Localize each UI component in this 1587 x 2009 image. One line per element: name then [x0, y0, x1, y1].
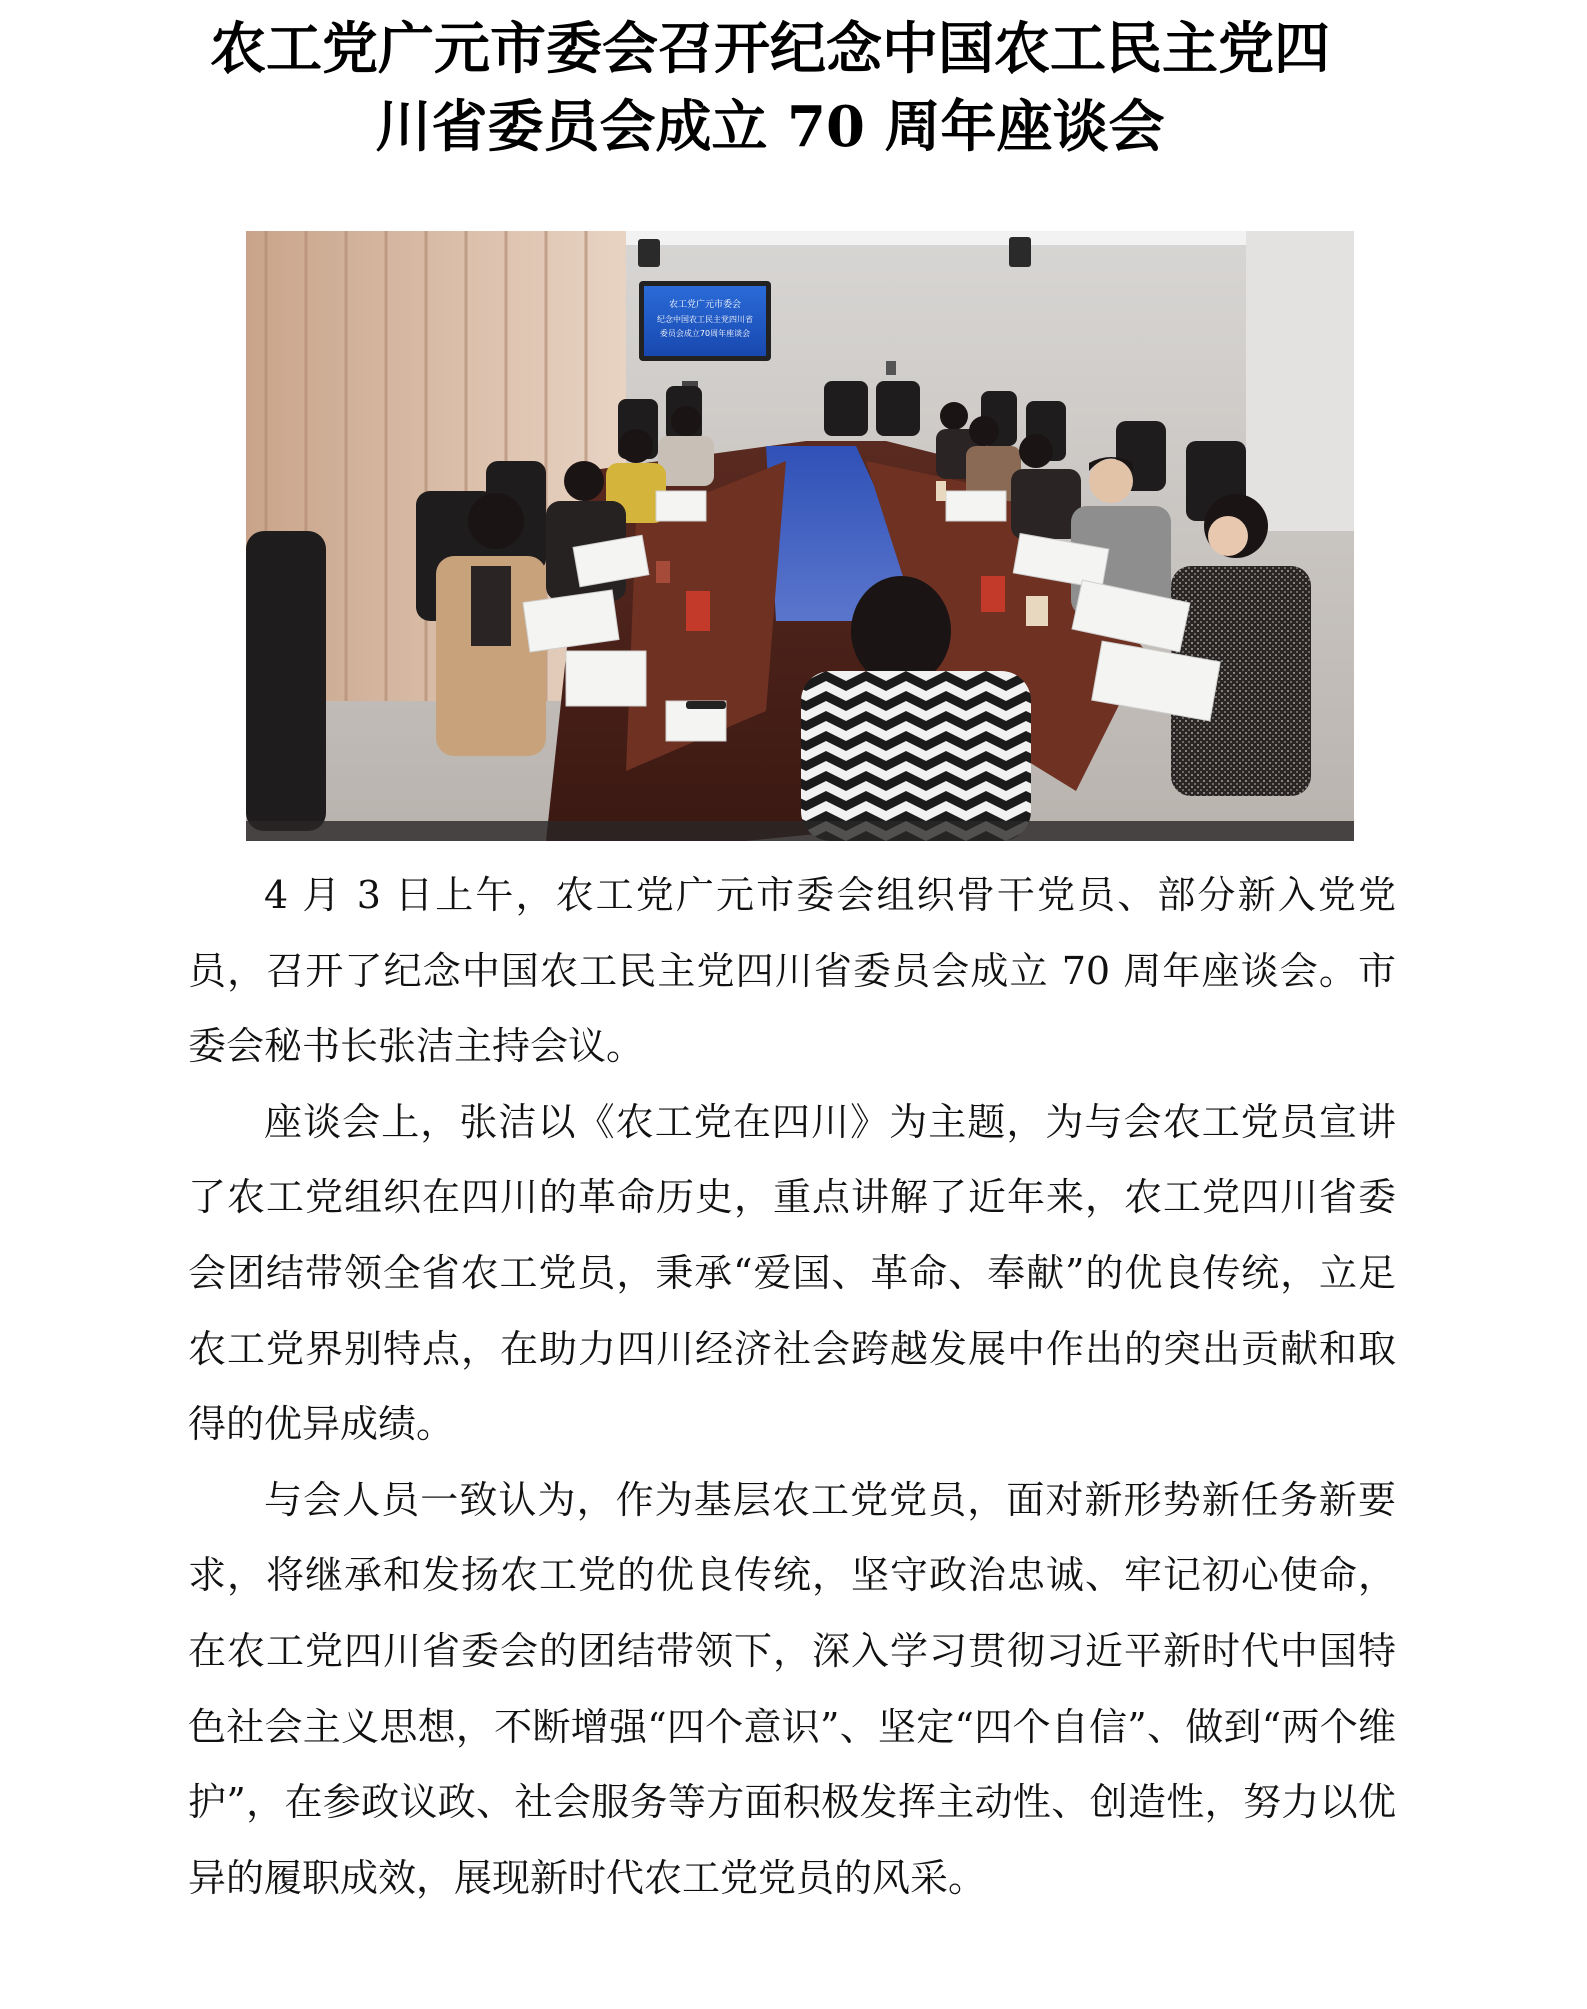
title-line-2: 川省委员会成立 70 周年座谈会 [375, 94, 1165, 160]
title-line-1: 农工党广元市委会召开纪念中国农工民主党四 [210, 16, 1330, 82]
screen-text-3: 委员会成立70周年座谈会 [659, 329, 751, 338]
article-body [188, 858, 1396, 1916]
paragraph-1: 4 月 3 日上午，农工党广元市委会组织骨干党员、部分新入党党员，召开了纪念中国农工民主党四川省委员会成立 70 周年座谈会。市委会秘书长张洁主持会议。 [188, 873, 1396, 1069]
screen-text-1: 农工党广元市委会 [668, 300, 742, 310]
article-title [150, 10, 1390, 166]
meeting-photo [246, 231, 1354, 841]
screen-text-2: 纪念中国农工民主党四川省 [657, 315, 753, 324]
meeting-photo-illustration [246, 231, 1354, 841]
paragraph-3: 与会人员一致认为，作为基层农工党党员，面对新形势新任务新要求，将继承和发扬农工党的优良传统，坚守政治忠诚、牢记初心使命，在农工党四川省委会的团结带领下，深入学习贯彻习近平新时代中国特色社会主义思想，不断增强“四个意识”、坚定“四个自信”、做到“两个维护”，在参政议政、社会服务等方面积极发挥主动性、创造性，努力以优异的履职成效，展现新时代农工党党员的风采。 [188, 1477, 1396, 1900]
paragraph-2: 座谈会上，张洁以《农工党在四川》为主题，为与会农工党员宣讲了农工党组织在四川的革命历史，重点讲解了近年来，农工党四川省委会团结带领全省农工党员，秉承“爱国、革命、奉献”的优良传统，立足农工党界别特点，在助力四川经济社会跨越发展中作出的突出贡献和取得的优异成绩。 [188, 1099, 1396, 1447]
